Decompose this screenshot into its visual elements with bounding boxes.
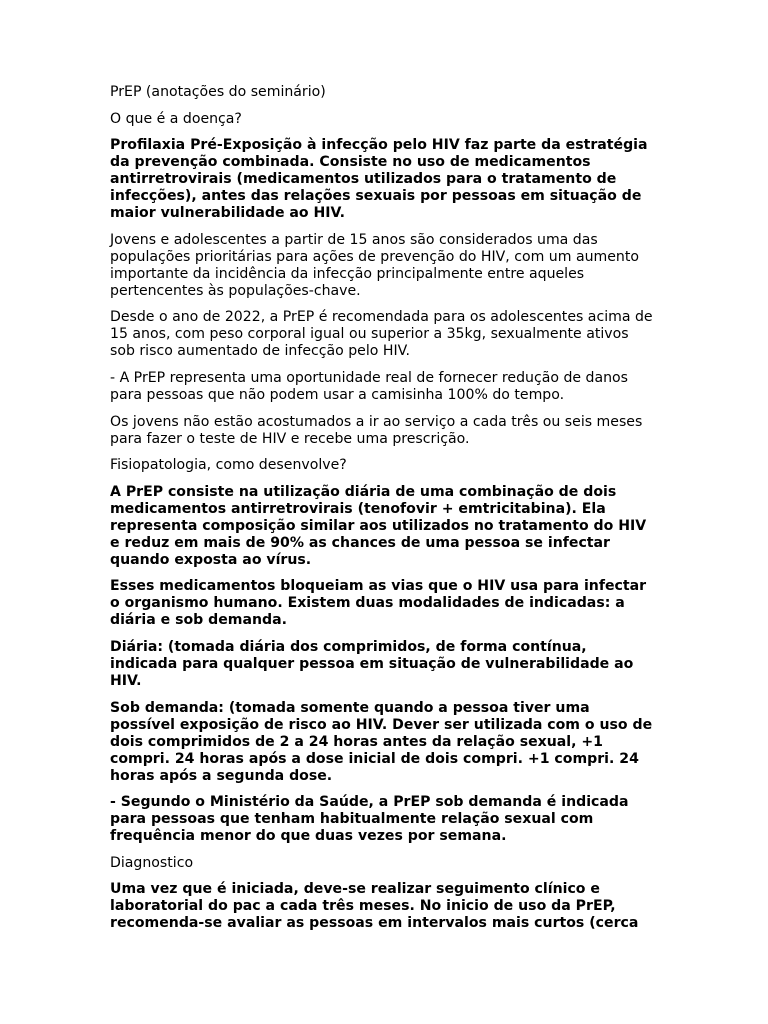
text-line: antirretrovirais (medicamentos utilizados para o tratamento de	[110, 171, 617, 188]
text-line: Jovens e adolescentes a partir de 15 anos são considerados uma das	[110, 231, 598, 248]
paragraph	[110, 232, 660, 300]
text-line: - A PrEP representa uma oportunidade real de fornecer redução de danos	[110, 369, 629, 386]
paragraph	[110, 457, 660, 474]
text-line: pertencentes às populações-chave.	[110, 282, 361, 299]
text-line: da prevenção combinada. Consiste no uso de medicamentos	[110, 154, 591, 171]
text-line: diária e sob demanda.	[110, 612, 287, 629]
text-line: horas após a segunda dose.	[110, 767, 333, 784]
text-line: quando exposta ao vírus.	[110, 551, 312, 568]
text-line: Uma vez que é iniciada, deve-se realizar seguimento clínico e	[110, 881, 600, 898]
paragraph	[110, 370, 660, 404]
bold-paragraph	[110, 578, 660, 629]
text-line: Diagnostico	[110, 854, 194, 871]
text-line: representa composição similar aos utilizados no tratamento do HIV	[110, 517, 647, 534]
text-line: possível exposição de risco ao HIV. Dever ser utilizada com o uso de	[110, 716, 653, 733]
text-line: populações prioritárias para ações de prevenção do HIV, com um aumento	[110, 248, 639, 265]
text-line: para fazer o teste de HIV e recebe uma prescrição.	[110, 430, 470, 447]
bold-paragraph	[110, 639, 660, 690]
bold-paragraph	[110, 484, 660, 569]
text-line: para pessoas que não podem usar a camisinha 100% do tempo.	[110, 386, 565, 403]
text-line: recomenda-se avaliar as pessoas em intervalos mais curtos (cerca	[110, 915, 639, 932]
text-line: Esses medicamentos bloqueiam as vias que o HIV usa para infectar	[110, 578, 647, 595]
text-line: Fisiopatologia, como desenvolve?	[110, 457, 347, 474]
text-line: maior vulnerabilidade ao HIV.	[110, 205, 345, 222]
text-line: para pessoas que tenham habitualmente relação sexual com	[110, 811, 594, 828]
paragraph	[110, 855, 660, 872]
text-line: 15 anos, com peso corporal igual ou superior a 35kg, sexualmente ativos	[110, 326, 629, 343]
text-line: - Segundo o Ministério da Saúde, a PrEP sob demanda é indicada	[110, 794, 629, 811]
text-line: O que é a doença?	[110, 110, 242, 127]
text-line: o organismo humano. Existem duas modalidades de indicadas: a	[110, 595, 625, 612]
text-line: e reduz em mais de 90% as chances de uma pessoa se infectar	[110, 534, 610, 551]
text-line: infecções), antes das relações sexuais por pessoas em situação de	[110, 188, 642, 205]
text-line: medicamentos antirretrovirais (tenofovir + emtricitabina). Ela	[110, 500, 606, 517]
text-line: importante da incidência da infecção principalmente entre aqueles	[110, 265, 585, 282]
bold-paragraph	[110, 700, 660, 785]
text-line: laboratorial do pac a cada três meses. No inicio de uso da PrEP,	[110, 898, 616, 915]
text-line: A PrEP consiste na utilização diária de uma combinação de dois	[110, 483, 617, 500]
paragraph	[110, 111, 660, 128]
text-line: PrEP (anotações do seminário)	[110, 84, 326, 100]
paragraph	[110, 309, 660, 360]
text-line: compri. 24 horas após a dose inicial de dois compri. +1 compri. 24	[110, 750, 639, 767]
text-line: Sob demanda: (tomada somente quando a pessoa tiver uma	[110, 699, 590, 716]
bold-paragraph	[110, 794, 660, 845]
text-line: HIV.	[110, 672, 142, 689]
text-line: Profilaxia Pré-Exposição à infecção pelo HIV faz parte da estratégia	[110, 137, 648, 154]
document-body	[110, 84, 660, 932]
text-line: Desde o ano de 2022, a PrEP é recomendada para os adolescentes acima de	[110, 309, 653, 326]
paragraph	[110, 84, 660, 101]
paragraph	[110, 414, 660, 448]
text-line: dois comprimidos de 2 a 24 horas antes da relação sexual, +1	[110, 733, 603, 750]
text-line: Diária: (tomada diária dos comprimidos, de forma contínua,	[110, 638, 587, 655]
text-line: frequência menor do que duas vezes por semana.	[110, 828, 507, 845]
bold-paragraph	[110, 137, 660, 222]
text-line: indicada para qualquer pessoa em situação de vulnerabilidade ao	[110, 655, 634, 672]
text-line: sob risco aumentado de infecção pelo HIV.	[110, 343, 410, 360]
text-line: Os jovens não estão acostumados a ir ao serviço a cada três ou seis meses	[110, 413, 643, 430]
bold-paragraph	[110, 881, 660, 932]
